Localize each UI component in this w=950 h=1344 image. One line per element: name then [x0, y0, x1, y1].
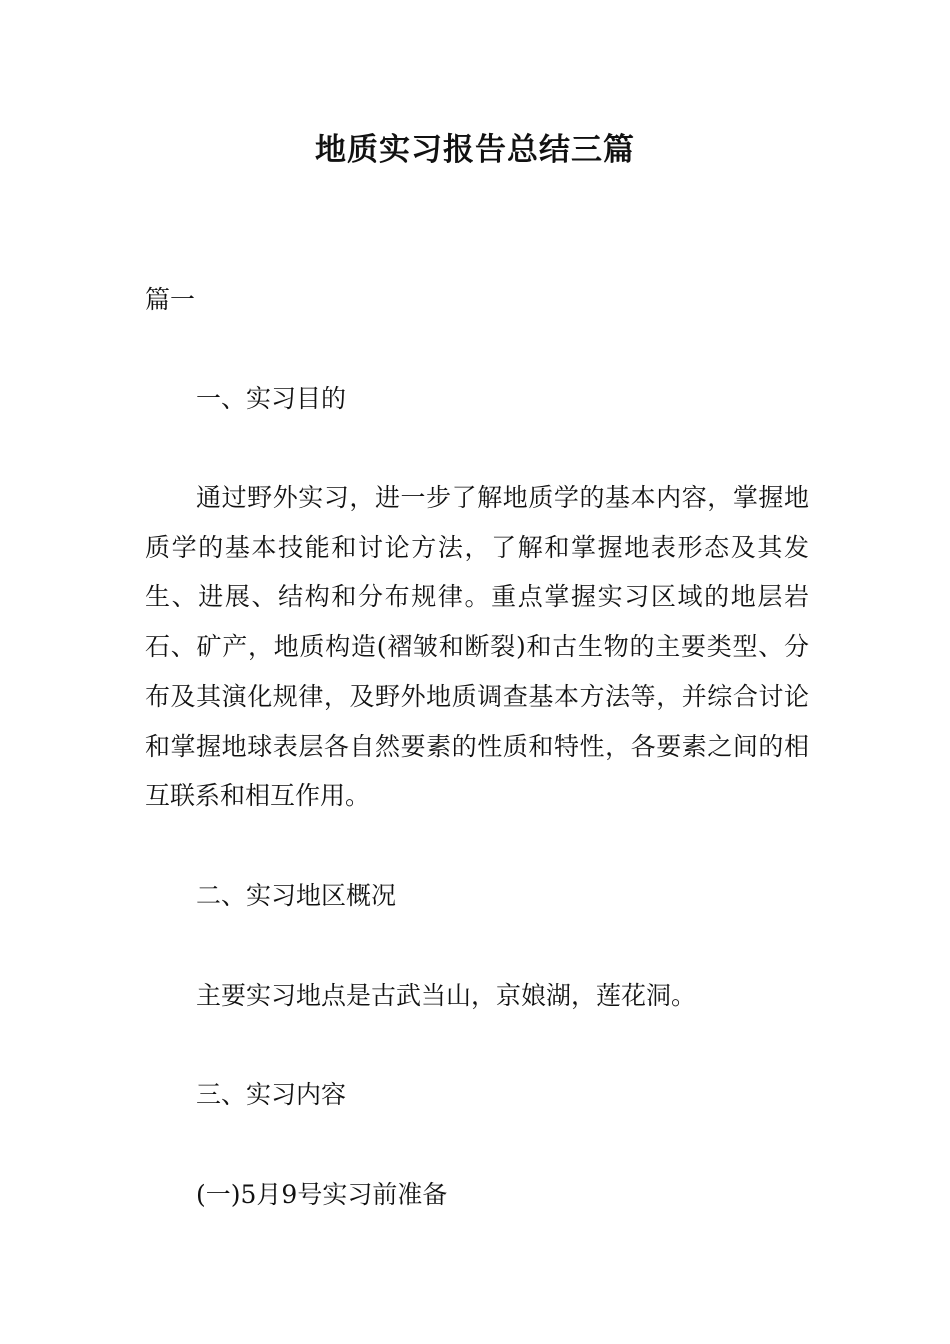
section-heading-3: 三、实习内容 [196, 1080, 347, 1109]
section-heading-2: 二、实习地区概况 [196, 881, 397, 910]
section-body-2: 主要实习地点是古武当山，京娘湖，莲花洞。 [196, 981, 697, 1010]
section-heading-1: 一、实习目的 [196, 384, 347, 413]
section-subheading-3-1: (一)5月9号实习前准备 [196, 1180, 448, 1209]
document-title: 地质实习报告总结三篇 [315, 132, 635, 168]
section-body-1: 通过野外实习，进一步了解地质学的基本内容，掌握地质学的基本技能和讨论方法，了解和掌握地表形态及其发生、进展、结构和分布规律。重点掌握实习区域的地层岩石、矿产，地质构造(褶皱和断裂)和古生物的主要类型、分布及其演化规律，及野外地质调查基本方法等，并综合讨论和掌握地球表层各自然要素的性质和特性，各要素之间的相互联系和相互作用。 [145, 483, 809, 811]
part-label: 篇一 [145, 285, 196, 314]
